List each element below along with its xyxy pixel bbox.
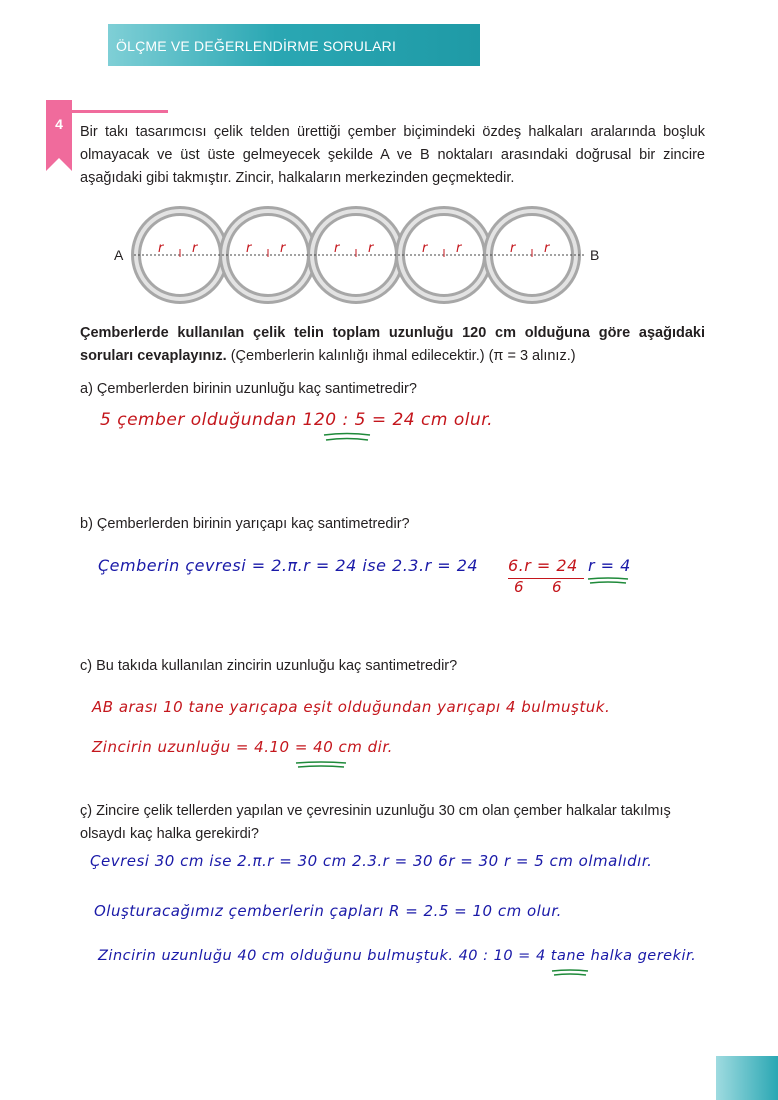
ring-chain-figure [100,205,620,305]
radius-label: r [544,241,550,256]
label-a: A [114,247,124,263]
given-info [80,322,705,368]
radius-label: r [510,241,516,256]
question-c-cedilla: ç) Zincire çelik tellerden yapılan ve çevresinin uzunluğu 30 cm olan çember halkalar takılmış olsaydı kaç halka gerekirdi? [80,803,671,842]
answer-b-underline [586,576,630,584]
answer-b-result: r = 4 [588,556,631,575]
radius-label: r [192,241,198,256]
question-b: b) Çemberlerden birinin yarıçapı kaç santimetredir? [80,516,410,532]
given-note: (Çemberlerin kalınlığı ihmal edilecektir.) [230,348,485,364]
radius-label: r [334,241,340,256]
pi-note: (π = 3 alınız.) [488,348,576,364]
page-corner-decoration [716,1056,778,1100]
section-title: ÖLÇME VE DEĞERLENDİRME SORULARI [116,38,397,54]
answer-d-line-3: Zincirin uzunluğu 40 cm olduğunu bulmuştuk. 40 : 10 = 4 tane halka gerekir. [98,948,697,964]
answer-d-underline [550,968,590,976]
radius-ticks [180,249,532,257]
label-b: B [590,247,600,263]
answer-c-line-1: AB arası 10 tane yarıçapa eşit olduğundan yarıçapı 4 bulmuştuk. [92,698,611,716]
answer-d-line-2: Oluşturacağımız çemberlerin çapları R = 2.5 = 10 cm olur. [94,902,562,920]
question-c: c) Bu takıda kullanılan zincirin uzunluğu kaç santimetredir? [80,658,458,674]
answer-b-denominator-left: 6 [514,578,525,596]
given-bold: Çemberlerde kullanılan çelik telin toplam uzunluğu 120 cm olduğuna göre aşağıdaki soruları cevaplayınız. [80,325,705,364]
question-number: 4 [55,116,63,132]
radius-label: r [158,241,164,256]
badge-underline [72,110,168,113]
radius-label: r [280,241,286,256]
radius-label: r [422,241,428,256]
ring-chain-svg [100,205,620,305]
question-a: a) Çemberlerden birinin uzunluğu kaç santimetredir? [80,381,417,397]
answer-a-line-1: 5 çember olduğundan 120 : 5 = 24 cm olur. [100,410,494,430]
answer-b-line-1: Çemberin çevresi = 2.π.r = 24 ise 2.3.r = 24 [98,556,479,575]
radius-label: r [456,241,462,256]
radius-label: r [368,241,374,256]
answer-a-underline [322,432,372,442]
answer-b-denominator-right: 6 [552,578,563,596]
answer-c-underline [294,760,348,768]
answer-c-line-2: Zincirin uzunluğu = 4.10 = 40 cm dir. [92,738,393,756]
answer-b-equation: 6.r = 24 [508,556,578,575]
radius-label: r [246,241,252,256]
answer-d-line-1: Çevresi 30 cm ise 2.π.r = 30 cm 2.3.r = 30 6r = 30 r = 5 cm olmalıdır. [90,852,653,870]
question-intro: Bir takı tasarımcısı çelik telden ürettiği çember biçimindeki özdeş halkaları aralarında boşluk olmayacak ve üst üste gelmeyecek şekilde A ve B noktaları arasındaki doğrusal bir zincire aşağıdaki gibi takmıştır. Zincir, halkaların merkezinden geçmektedir. [80,124,705,186]
